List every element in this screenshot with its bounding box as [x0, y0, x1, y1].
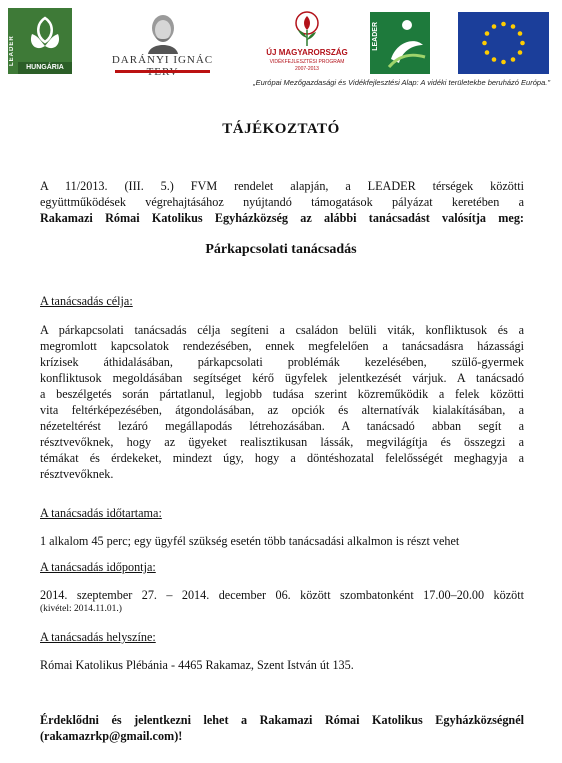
daranyi-underline: [115, 70, 210, 73]
duration-paragraph: [40, 533, 524, 549]
goal-heading: A tanácsadás célja:: [40, 294, 133, 308]
schedule-paragraph: [40, 587, 524, 603]
document-title: TÁJÉKOZTATÓ: [222, 121, 340, 137]
goal-line: a beszélgetés során pártatlanul, legjobb tudása szerint közreműködik a felek közötti: [40, 387, 524, 401]
goal-paragraph: [40, 322, 524, 482]
goal-line: résztvevőknek, hogy az ügyeket realisztikusan lássák, megvilágítja és összegzi a: [40, 435, 524, 449]
leader-hungaria-logo: [8, 8, 72, 74]
daranyi-ignac-terv-logo: [100, 10, 225, 74]
leader-hungaria-band: [18, 62, 72, 74]
intro-line: együttműködések végrehajtásához nyújtandó támogatások pályázat keretében a: [40, 195, 524, 209]
intro-line-organization: Rakamazi Római Katolikus Egyházközség az alábbi tanácsadást valósítja meg:: [40, 211, 524, 225]
uj-magyarorszag-logo: [262, 10, 352, 78]
leader-hungaria-vertical-text: LEADER: [9, 35, 15, 66]
leader-hungaria-band-text: HUNGÁRIA: [26, 64, 64, 71]
venue-heading: A tanácsadás helyszíne:: [40, 630, 156, 644]
contact-paragraph: [40, 712, 524, 744]
venue-paragraph: [40, 657, 524, 673]
goal-line: konfliktusok megoldásában segítséget kérő ügyfelek jelentkezését várjuk. A tanácsadó: [40, 371, 524, 385]
goal-line: résztvevőknek.: [40, 467, 114, 481]
schedule-exception-note: (kivétel: 2014.11.01.): [40, 604, 122, 614]
logo-bar: [0, 0, 562, 80]
goal-line: krízisek áthidalásában, párkapcsolati problémák kezelésében, szülő-gyermek: [40, 355, 524, 369]
eu-flag-logo: [458, 12, 549, 74]
motto-text: „Európai Mezőgazdasági és Vidékfejlesztési Alap: A vidéki területekbe beruházó Európa.": [253, 78, 550, 87]
duration-heading: A tanácsadás időtartama:: [40, 506, 162, 520]
umvp-caption-program: VIDÉKFEJLESZTÉSI PROGRAM: [269, 59, 345, 65]
eu-stars-icon: [458, 12, 549, 74]
contact-email-line: (rakamazrkp@gmail.com)!: [40, 729, 183, 743]
intro-paragraph: [40, 178, 524, 226]
subject-heading: Párkapcsolati tanácsadás: [205, 242, 357, 257]
schedule-heading: A tanácsadás időpontja:: [40, 560, 156, 574]
leader-emblem-icon: [381, 15, 429, 71]
goal-line: A párkapcsolati tanácsadás célja segíteni a családon belüli viták, konfliktusok és a: [40, 323, 524, 337]
venue-text: Római Katolikus Plébánia - 4465 Rakamaz, Szent István út 135.: [40, 658, 354, 672]
goal-line: témákat és érdekeket, mindezt úgy, hogy a döntéshozatal felelősségét meghagyja a: [40, 451, 524, 465]
flower-icon: [287, 10, 327, 48]
daranyi-caption: DARÁNYI IGNÁC: [111, 54, 214, 66]
goal-line: vita feltérképezésében, átgondolásában, az opciók és alternatívák kialakításában, a: [40, 403, 524, 417]
duration-text: 1 alkalom 45 perc; egy ügyfél szükség esetén több tanácsadási alkalmon is részt vehet: [40, 534, 460, 548]
contact-line: Érdeklődni és jelentkezni lehet a Rakamazi Római Katolikus Egyházközségnél: [40, 713, 524, 727]
schedule-text: 2014. szeptember 27. – 2014. december 06. között szombatonként 17.00–20.00 között: [40, 588, 524, 602]
umvp-caption-years: 2007-2013: [295, 66, 319, 72]
portrait-icon: [138, 10, 188, 54]
leader-logo: [370, 12, 430, 74]
goal-line: nézeteltérést lezáró megállapodás létrehozásában. A tanácsadó abban segít a: [40, 419, 524, 433]
umvp-caption-main: ÚJ MAGYARORSZÁG: [266, 48, 348, 57]
goal-line: megromlott kapcsolatok rendezésében, ennek megfelelően a tanácsadásra házassági: [40, 339, 524, 353]
leader-vertical-text: LEADER: [372, 22, 379, 51]
intro-line: A 11/2013. (III. 5.) FVM rendelet alapján, a LEADER térségek közötti: [40, 179, 524, 193]
leader-hungaria-emblem-icon: [18, 10, 72, 60]
